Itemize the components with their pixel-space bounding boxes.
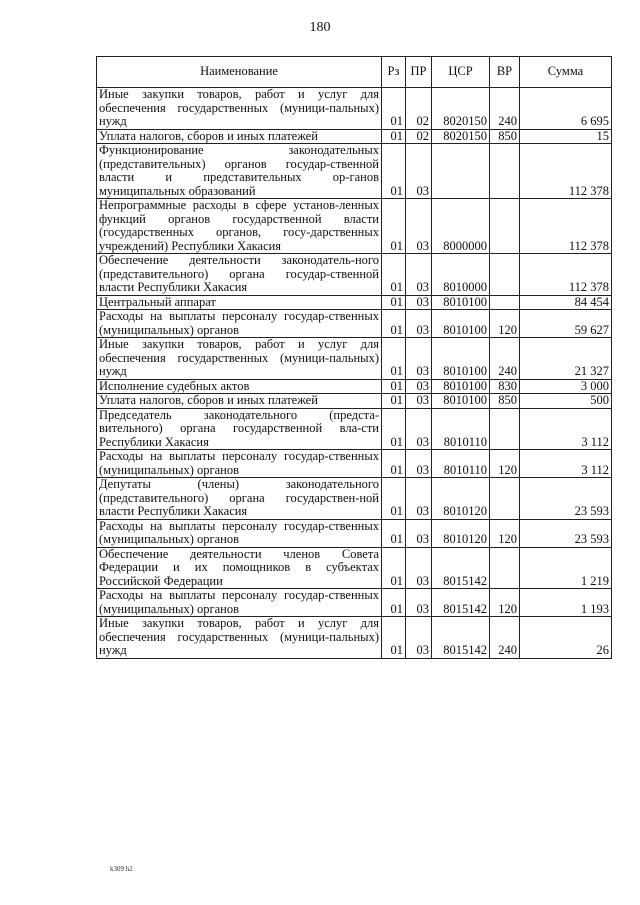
row-rz: 01 [382,478,406,520]
row-vr: 120 [490,450,520,478]
row-pr: 03 [406,519,432,547]
row-name: Обеспечение деятельности членов Совета Федерации и их помощников в субъектах Российской Федерации [97,547,382,589]
table-row [97,589,612,617]
table-row [97,408,612,450]
row-name: Расходы на выплаты персоналу государ-ственных (муниципальных) органов [97,519,382,547]
row-rz: 01 [382,617,406,659]
row-csr: 8020150 [432,88,490,130]
row-vr: 830 [490,379,520,394]
row-rz: 01 [382,254,406,296]
row-rz: 01 [382,379,406,394]
row-rz: 01 [382,88,406,130]
row-name: Уплата налогов, сборов и иных платежей [97,394,382,409]
row-pr: 03 [406,295,432,310]
row-pr: 03 [406,199,432,254]
table-row [97,129,612,144]
row-vr: 240 [490,617,520,659]
row-sum: 6 695 [520,88,612,130]
row-rz: 01 [382,144,406,199]
table-row [97,199,612,254]
row-sum: 26 [520,617,612,659]
row-pr: 03 [406,144,432,199]
table-row [97,254,612,296]
row-name: Председатель законодательного (предста-вительного) органа государственной вла-сти Республики Хакасия [97,408,382,450]
row-vr: 120 [490,310,520,338]
row-rz: 01 [382,199,406,254]
row-vr [490,295,520,310]
table-row [97,478,612,520]
row-vr: 120 [490,519,520,547]
row-vr [490,199,520,254]
table-row [97,394,612,409]
row-vr [490,547,520,589]
row-csr: 8010100 [432,394,490,409]
row-name: Расходы на выплаты персоналу государ-ственных (муниципальных) органов [97,589,382,617]
row-rz: 01 [382,394,406,409]
row-rz: 01 [382,338,406,380]
row-name: Обеспечение деятельности законодатель-ного (представительного) органа государ-ственной власти Республики Хакасия [97,254,382,296]
row-pr: 03 [406,254,432,296]
row-sum: 112 378 [520,144,612,199]
row-name: Непрограммные расходы в сфере установ-ленных функций органов государственной власти (государственных органов, госу-дарственных учреждений) Республики Хакасия [97,199,382,254]
row-rz: 01 [382,589,406,617]
row-vr: 240 [490,338,520,380]
row-pr: 02 [406,129,432,144]
row-pr: 03 [406,338,432,380]
row-csr: 8015142 [432,617,490,659]
page-number: 180 [309,20,331,35]
row-vr: 240 [490,88,520,130]
table-row [97,519,612,547]
header-pr: ПР [406,57,432,88]
row-pr: 03 [406,394,432,409]
row-csr: 8010000 [432,254,490,296]
row-rz: 01 [382,450,406,478]
table-row [97,617,612,659]
row-pr: 03 [406,450,432,478]
row-name: Функционирование законодательных (представительных) органов государ-ственной власти и представительных ор-ганов муниципальных образований [97,144,382,199]
row-name: Расходы на выплаты персоналу государ-ственных (муниципальных) органов [97,310,382,338]
row-sum: 23 593 [520,519,612,547]
row-name: Иные закупки товаров, работ и услуг для обеспечения государственных (муници-пальных) нужд [97,617,382,659]
row-name: Уплата налогов, сборов и иных платежей [97,129,382,144]
row-sum: 1 219 [520,547,612,589]
header-rz: Рз [382,57,406,88]
row-rz: 01 [382,310,406,338]
table-row [97,295,612,310]
table-header-row [97,57,612,88]
row-rz: 01 [382,519,406,547]
row-csr: 8010100 [432,295,490,310]
row-sum: 112 378 [520,199,612,254]
row-vr [490,144,520,199]
row-name: Иные закупки товаров, работ и услуг для обеспечения государственных (муници-пальных) нужд [97,338,382,380]
row-rz: 01 [382,547,406,589]
table-row [97,450,612,478]
row-vr [490,408,520,450]
row-rz: 01 [382,295,406,310]
row-pr: 03 [406,589,432,617]
header-vr: ВР [490,57,520,88]
row-vr: 850 [490,129,520,144]
table-row [97,144,612,199]
row-pr: 03 [406,617,432,659]
row-rz: 01 [382,408,406,450]
row-vr [490,478,520,520]
row-pr: 03 [406,408,432,450]
row-rz: 01 [382,129,406,144]
row-csr: 8010100 [432,338,490,380]
header-csr: ЦСР [432,57,490,88]
table-row [97,88,612,130]
row-name: Исполнение судебных актов [97,379,382,394]
row-vr [490,254,520,296]
header-name: Наименование [97,57,382,88]
row-sum: 15 [520,129,612,144]
row-pr: 03 [406,310,432,338]
row-sum: 84 454 [520,295,612,310]
row-sum: 1 193 [520,589,612,617]
table-row [97,338,612,380]
row-pr: 03 [406,379,432,394]
row-name: Центральный аппарат [97,295,382,310]
footer-code: k309 h2 [110,865,133,873]
row-csr: 8010100 [432,379,490,394]
row-sum: 23 593 [520,478,612,520]
row-sum: 112 378 [520,254,612,296]
row-csr: 8010100 [432,310,490,338]
table-row [97,310,612,338]
row-sum: 3 112 [520,408,612,450]
row-csr: 8010110 [432,450,490,478]
row-pr: 02 [406,88,432,130]
row-pr: 03 [406,547,432,589]
table-row [97,379,612,394]
row-name: Иные закупки товаров, работ и услуг для обеспечения государственных (муници-пальных) нужд [97,88,382,130]
row-csr: 8010110 [432,408,490,450]
row-csr: 8010120 [432,519,490,547]
table-row [97,547,612,589]
row-csr: 8010120 [432,478,490,520]
row-vr: 850 [490,394,520,409]
row-sum: 3 112 [520,450,612,478]
row-csr: 8000000 [432,199,490,254]
row-name: Расходы на выплаты персоналу государ-ственных (муниципальных) органов [97,450,382,478]
row-vr: 120 [490,589,520,617]
row-csr [432,144,490,199]
row-name: Депутаты (члены) законодательного (представительного) органа государствен-ной власти Республики Хакасия [97,478,382,520]
row-sum: 59 627 [520,310,612,338]
budget-table [96,56,612,659]
header-sum: Сумма [520,57,612,88]
row-csr: 8020150 [432,129,490,144]
row-csr: 8015142 [432,547,490,589]
row-pr: 03 [406,478,432,520]
row-csr: 8015142 [432,589,490,617]
row-sum: 500 [520,394,612,409]
row-sum: 3 000 [520,379,612,394]
row-sum: 21 327 [520,338,612,380]
